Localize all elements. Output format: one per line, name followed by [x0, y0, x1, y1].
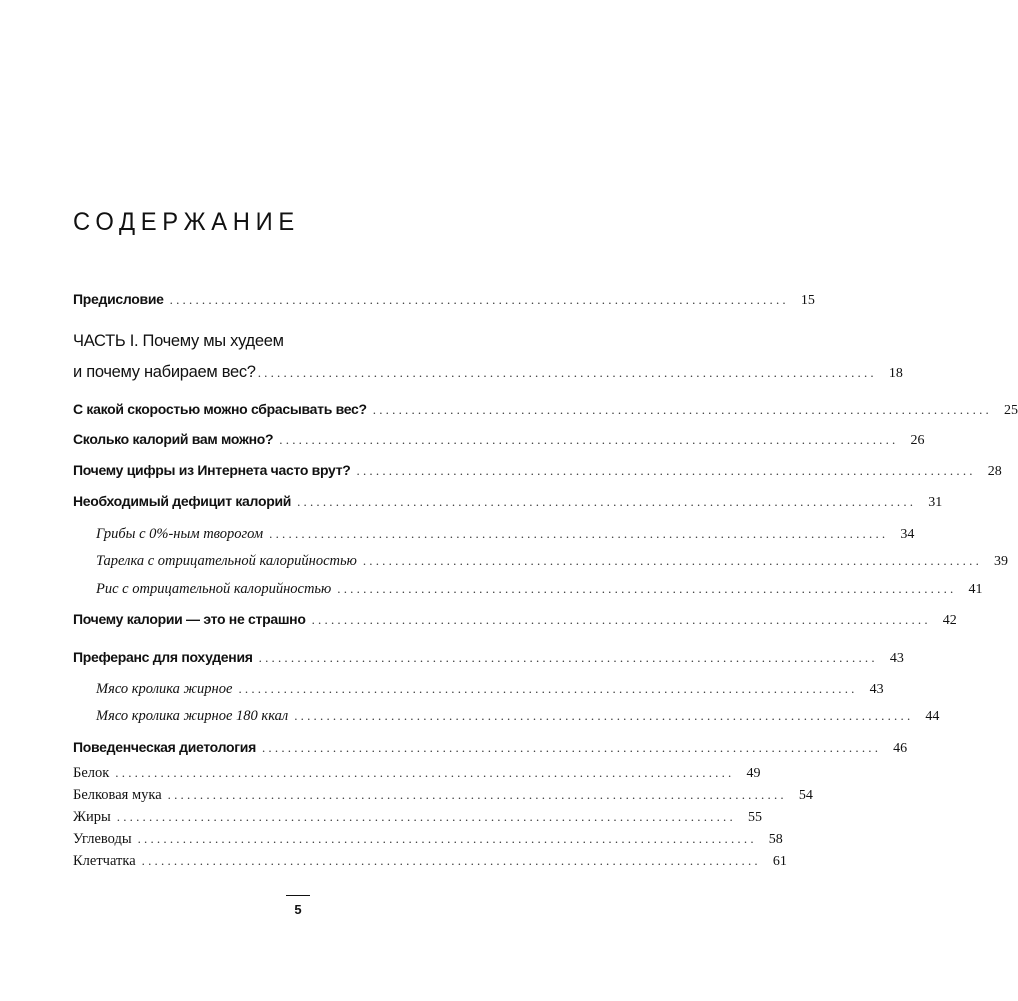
toc-leader-dots: ................................................................................................: [115, 765, 735, 780]
toc-entry-page: 49: [746, 766, 761, 781]
toc-entry[interactable]: [73, 786, 813, 805]
toc-entry-page: 31: [928, 495, 943, 510]
toc-entry[interactable]: [73, 648, 904, 668]
toc-entry-page: 18: [888, 366, 903, 381]
toc-entry-label: Почему калории — это не страшно: [73, 611, 306, 627]
toc-entry-part-1[interactable]: [73, 363, 903, 383]
toc-leader-dots: ................................................................................................: [137, 831, 757, 846]
toc-entry[interactable]: [73, 852, 787, 871]
toc-leader-dots: ................................................................................................: [116, 809, 736, 824]
toc-entry-label: Углеводы: [73, 831, 132, 847]
toc-leader-dots: ................................................................................................: [356, 463, 976, 478]
toc-leader-dots: ................................................................................................: [297, 494, 917, 509]
toc-entry-label: С какой скоростью можно сбрасывать вес?: [73, 401, 367, 417]
toc-entry-label: Грибы с 0%-ным творогом: [96, 526, 264, 542]
toc-leader-dots: ................................................................................................: [167, 787, 787, 802]
toc-entry-label: Рис с отрицательной калорийностью: [96, 581, 332, 597]
toc-entry-page: 34: [900, 527, 915, 542]
page-number: 5: [294, 902, 302, 917]
toc-entry-page: 15: [800, 293, 815, 308]
toc-leader-dots: ................................................................................................: [258, 650, 878, 665]
toc-subentry[interactable]: [96, 707, 940, 726]
toc-entry-page: 61: [772, 854, 787, 869]
toc-entry-page: 41: [968, 582, 983, 597]
toc-leader-dots: ................................................................................................: [269, 526, 889, 541]
toc-entry[interactable]: [73, 738, 908, 758]
toc-leader-dots: ................................................................................................: [238, 681, 858, 696]
toc-entry[interactable]: [73, 610, 957, 630]
toc-entry-page: 26: [910, 433, 925, 448]
toc-entry-page: 58: [768, 832, 783, 847]
part-title-line2: и почему набираем вес?: [73, 363, 256, 381]
toc-entry-label: Поведенческая диетология: [73, 739, 256, 755]
toc-leader-dots: ................................................................................................: [261, 740, 882, 755]
toc-subentry[interactable]: [96, 580, 983, 599]
toc-entry-label: Жиры: [73, 809, 111, 825]
toc-leader-dots: ................................................................................................: [279, 432, 899, 447]
toc-entry-label: Белковая мука: [73, 787, 162, 803]
toc-entry[interactable]: [73, 830, 783, 849]
toc-leader-dots: ................................................................................................: [257, 365, 877, 380]
toc-entry-page: 46: [893, 741, 908, 756]
toc-entry-page: 42: [942, 613, 957, 628]
toc-entry-page: 28: [987, 464, 1002, 479]
toc-entry-page: 43: [889, 651, 904, 666]
toc-entry-label: Преферанс для похудения: [73, 649, 253, 665]
toc-entry-label: Почему цифры из Интернета часто врут?: [73, 462, 351, 478]
toc-entry-label: Клетчатка: [73, 853, 136, 869]
part-title-line1: ЧАСТЬ I. Почему мы худеем: [73, 332, 284, 350]
toc-leader-dots: ................................................................................................: [311, 612, 931, 627]
page-number-rule: [286, 895, 310, 896]
toc-entry-page: 43: [869, 682, 884, 697]
toc-leader-dots: ................................................................................................: [294, 708, 914, 723]
toc-entry[interactable]: [73, 430, 925, 450]
toc-entry-label: Мясо кролика жирное: [96, 681, 233, 697]
toc-entry-page: 55: [747, 810, 762, 825]
toc-entry[interactable]: [73, 400, 1018, 420]
toc-subentry[interactable]: [96, 525, 915, 544]
toc-leader-dots: ................................................................................................: [337, 581, 957, 596]
toc-subentry[interactable]: [96, 552, 1009, 571]
toc-entry-label: Предисловие: [73, 291, 164, 307]
toc-entry[interactable]: [73, 808, 762, 827]
toc-leader-dots: ................................................................................................: [362, 553, 983, 568]
toc-entry-page: 39: [994, 554, 1009, 569]
toc-entry-label: Белок: [73, 765, 110, 781]
toc-entry-preface[interactable]: [73, 290, 815, 310]
toc-leader-dots: ................................................................................................: [141, 853, 761, 868]
toc-entry-page: 25: [1003, 403, 1018, 418]
toc-entry[interactable]: [73, 461, 1002, 481]
toc-entry-label: Необходимый дефицит калорий: [73, 493, 292, 509]
toc-leader-dots: ................................................................................................: [372, 402, 992, 417]
toc-entry-page: 54: [798, 788, 813, 803]
toc-entry[interactable]: [73, 764, 761, 783]
toc-entry-label: Тарелка с отрицательной калорийностью: [96, 553, 357, 569]
toc-entry-page: 44: [925, 709, 940, 724]
toc-leader-dots: ................................................................................................: [169, 292, 789, 307]
toc-entry-label: Мясо кролика жирное 180 ккал: [96, 708, 289, 724]
toc-subentry[interactable]: [96, 680, 884, 699]
toc-entry[interactable]: [73, 492, 943, 512]
page-title: СОДЕРЖАНИЕ: [73, 208, 300, 236]
toc-entry-label: Сколько калорий вам можно?: [73, 431, 274, 447]
